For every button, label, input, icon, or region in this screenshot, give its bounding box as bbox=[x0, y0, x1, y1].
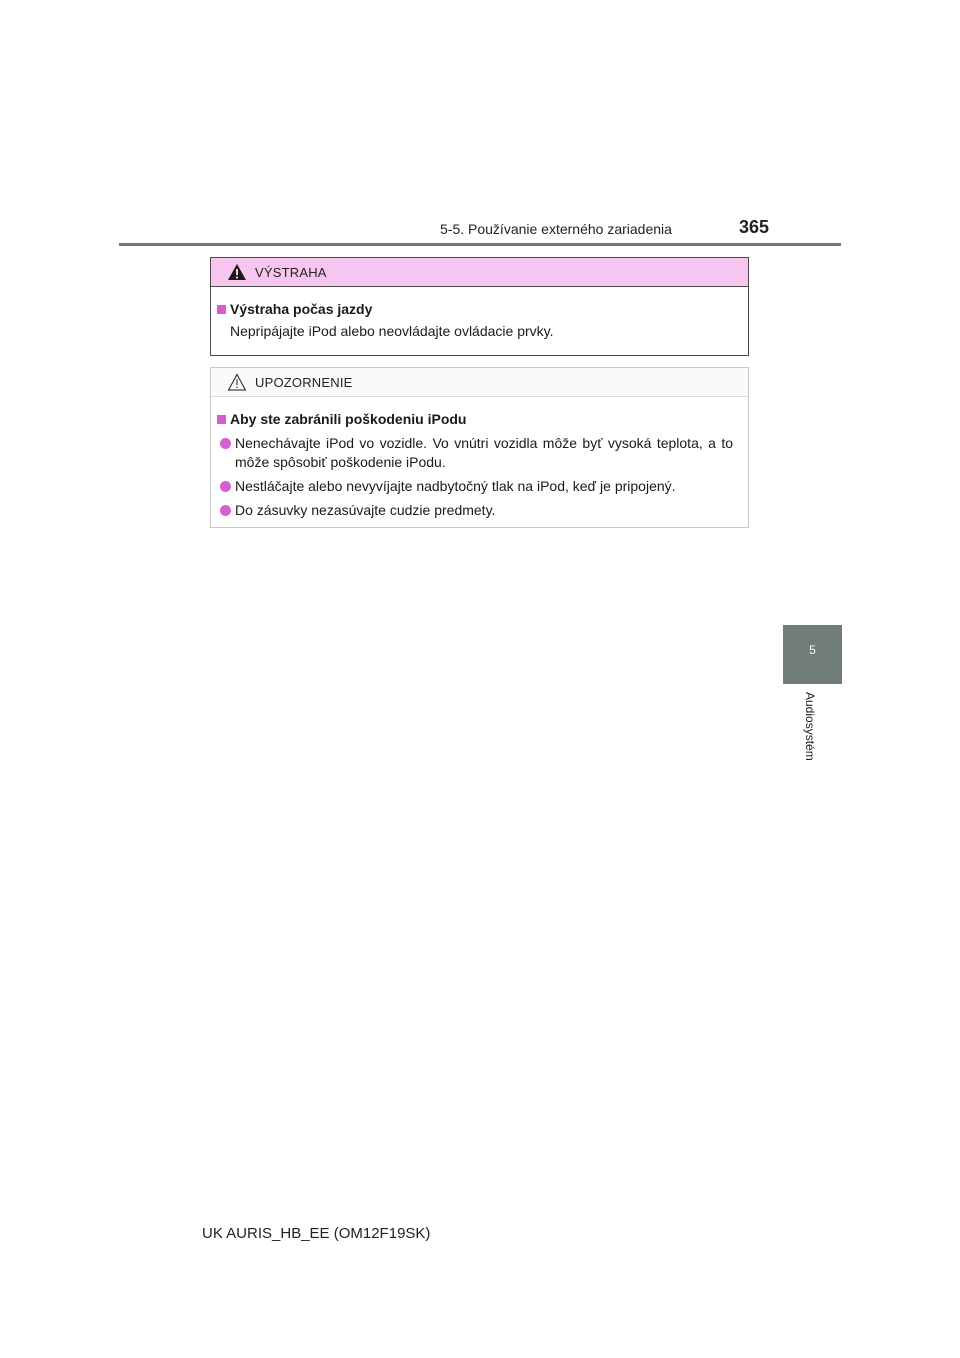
chapter-tab bbox=[783, 625, 842, 684]
square-bullet-icon bbox=[217, 415, 226, 424]
square-bullet-icon bbox=[217, 305, 226, 314]
chapter-number: 5 bbox=[809, 643, 816, 657]
warning-box-header bbox=[211, 258, 748, 287]
warning-section-title-text: Výstraha počas jazdy bbox=[230, 301, 373, 317]
notice-section-title bbox=[217, 409, 742, 429]
round-bullet-icon bbox=[220, 438, 231, 449]
notice-box-header bbox=[211, 368, 748, 397]
notice-section-title-text: Aby ste zabránili poškodeniu iPodu bbox=[230, 411, 467, 427]
list-item bbox=[217, 434, 742, 472]
warning-box-body bbox=[211, 287, 748, 341]
document-footer: UK AURIS_HB_EE (OM12F19SK) bbox=[202, 1225, 431, 1242]
caution-triangle-icon bbox=[227, 373, 247, 391]
list-item-text: Nenechávajte iPod vo vozidle. Vo vnútri vozidla môže byť vysoká teplota, a to môže spôsobiť poškodenie iPodu. bbox=[235, 435, 733, 470]
notice-heading: UPOZORNENIE bbox=[255, 375, 353, 390]
header-divider bbox=[119, 243, 841, 246]
list-item bbox=[217, 501, 742, 520]
warning-box bbox=[210, 257, 749, 356]
warning-section-title bbox=[217, 299, 742, 319]
chapter-label: Audiosystém bbox=[803, 692, 817, 761]
notice-box bbox=[210, 367, 749, 528]
list-item-text: Nestláčajte alebo nevyvíjajte nadbytočný tlak na iPod, keď je pripojený. bbox=[235, 478, 676, 494]
section-title: 5-5. Používanie externého zariadenia bbox=[440, 221, 672, 237]
warning-triangle-icon bbox=[227, 263, 247, 281]
list-item-text: Do zásuvky nezasúvajte cudzie predmety. bbox=[235, 502, 496, 518]
round-bullet-icon bbox=[220, 481, 231, 492]
list-item bbox=[217, 477, 742, 496]
notice-box-body bbox=[211, 397, 748, 520]
page-number: 365 bbox=[739, 217, 770, 237]
round-bullet-icon bbox=[220, 505, 231, 516]
warning-heading: VÝSTRAHA bbox=[255, 265, 327, 280]
warning-text: Nepripájajte iPod alebo neovládajte ovládacie prvky. bbox=[230, 323, 554, 339]
